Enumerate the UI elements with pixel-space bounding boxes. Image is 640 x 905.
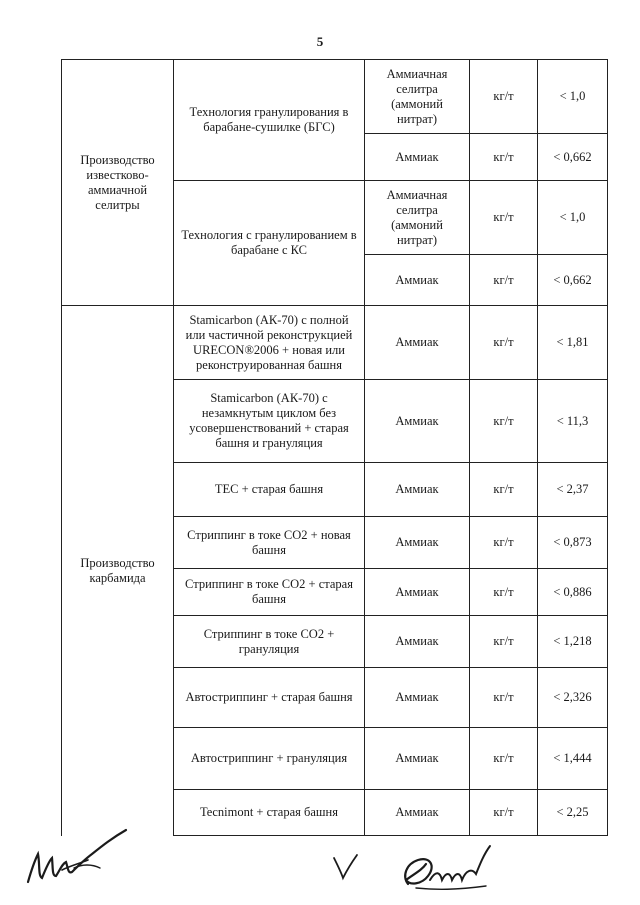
unit-cell: кг/т (470, 463, 538, 517)
technology-cell: Технология с гранулированием в барабане с КС (174, 181, 365, 306)
unit-cell: кг/т (470, 569, 538, 616)
production-cell: Производство известково-аммиачной селитры (62, 60, 174, 306)
substance-cell: Аммиачная селитра (аммоний нитрат) (365, 181, 470, 255)
unit-cell: кг/т (470, 134, 538, 181)
production-cell: Производство карбамида (62, 306, 174, 836)
value-cell: < 2,326 (538, 668, 608, 728)
page-number: 5 (316, 34, 324, 49)
unit-cell: кг/т (470, 517, 538, 569)
technology-cell: Стриппинг в токе СО2 + новая башня (174, 517, 365, 569)
substance-cell: Аммиак (365, 668, 470, 728)
value-cell: < 1,81 (538, 306, 608, 380)
unit-cell: кг/т (470, 181, 538, 255)
table-row (62, 306, 608, 380)
technology-cell: Автостриппинг + грануляция (174, 728, 365, 790)
value-cell: < 0,662 (538, 134, 608, 181)
technology-cell: Автостриппинг + старая башня (174, 668, 365, 728)
value-cell: < 2,37 (538, 463, 608, 517)
technology-cell: ТЕС + старая башня (174, 463, 365, 517)
substance-cell: Аммиак (365, 463, 470, 517)
value-cell: < 11,3 (538, 380, 608, 463)
substance-cell: Аммиак (365, 255, 470, 306)
substance-cell: Аммиак (365, 790, 470, 836)
substance-cell: Аммиак (365, 517, 470, 569)
value-cell: < 0,873 (538, 517, 608, 569)
technology-cell: Tecnimont + старая башня (174, 790, 365, 836)
value-cell: < 0,886 (538, 569, 608, 616)
technology-cell: Стриппинг в токе СО2 + старая башня (174, 569, 365, 616)
unit-cell: кг/т (470, 668, 538, 728)
unit-cell: кг/т (470, 790, 538, 836)
unit-cell: кг/т (470, 255, 538, 306)
value-cell: < 2,25 (538, 790, 608, 836)
unit-cell: кг/т (470, 616, 538, 668)
table-row (62, 60, 608, 134)
unit-cell: кг/т (470, 306, 538, 380)
substance-cell: Аммиак (365, 616, 470, 668)
technology-cell: Технология гранулирования в барабане-сушилке (БГС) (174, 60, 365, 181)
emissions-table (61, 59, 608, 836)
unit-cell: кг/т (470, 728, 538, 790)
technology-cell: Stamicarbon (АК-70) с незамкнутым циклом без усовершенствований + старая башня и грануляция (174, 380, 365, 463)
technology-cell: Stamicarbon (АК-70) с полной или частичной реконструкцией URECON®2006 + новая или реконструированная башня (174, 306, 365, 380)
value-cell: < 1,218 (538, 616, 608, 668)
value-cell: < 0,662 (538, 255, 608, 306)
technology-cell: Стриппинг в токе СО2 + грануляция (174, 616, 365, 668)
unit-cell: кг/т (470, 60, 538, 134)
substance-cell: Аммиак (365, 380, 470, 463)
unit-cell: кг/т (470, 380, 538, 463)
substance-cell: Аммиак (365, 569, 470, 616)
value-cell: < 1,0 (538, 181, 608, 255)
substance-cell: Аммиак (365, 134, 470, 181)
check-mark (330, 852, 360, 882)
signature-right (396, 840, 506, 895)
substance-cell: Аммиак (365, 728, 470, 790)
value-cell: < 1,0 (538, 60, 608, 134)
substance-cell: Аммиачная селитра (аммоний нитрат) (365, 60, 470, 134)
value-cell: < 1,444 (538, 728, 608, 790)
substance-cell: Аммиак (365, 306, 470, 380)
